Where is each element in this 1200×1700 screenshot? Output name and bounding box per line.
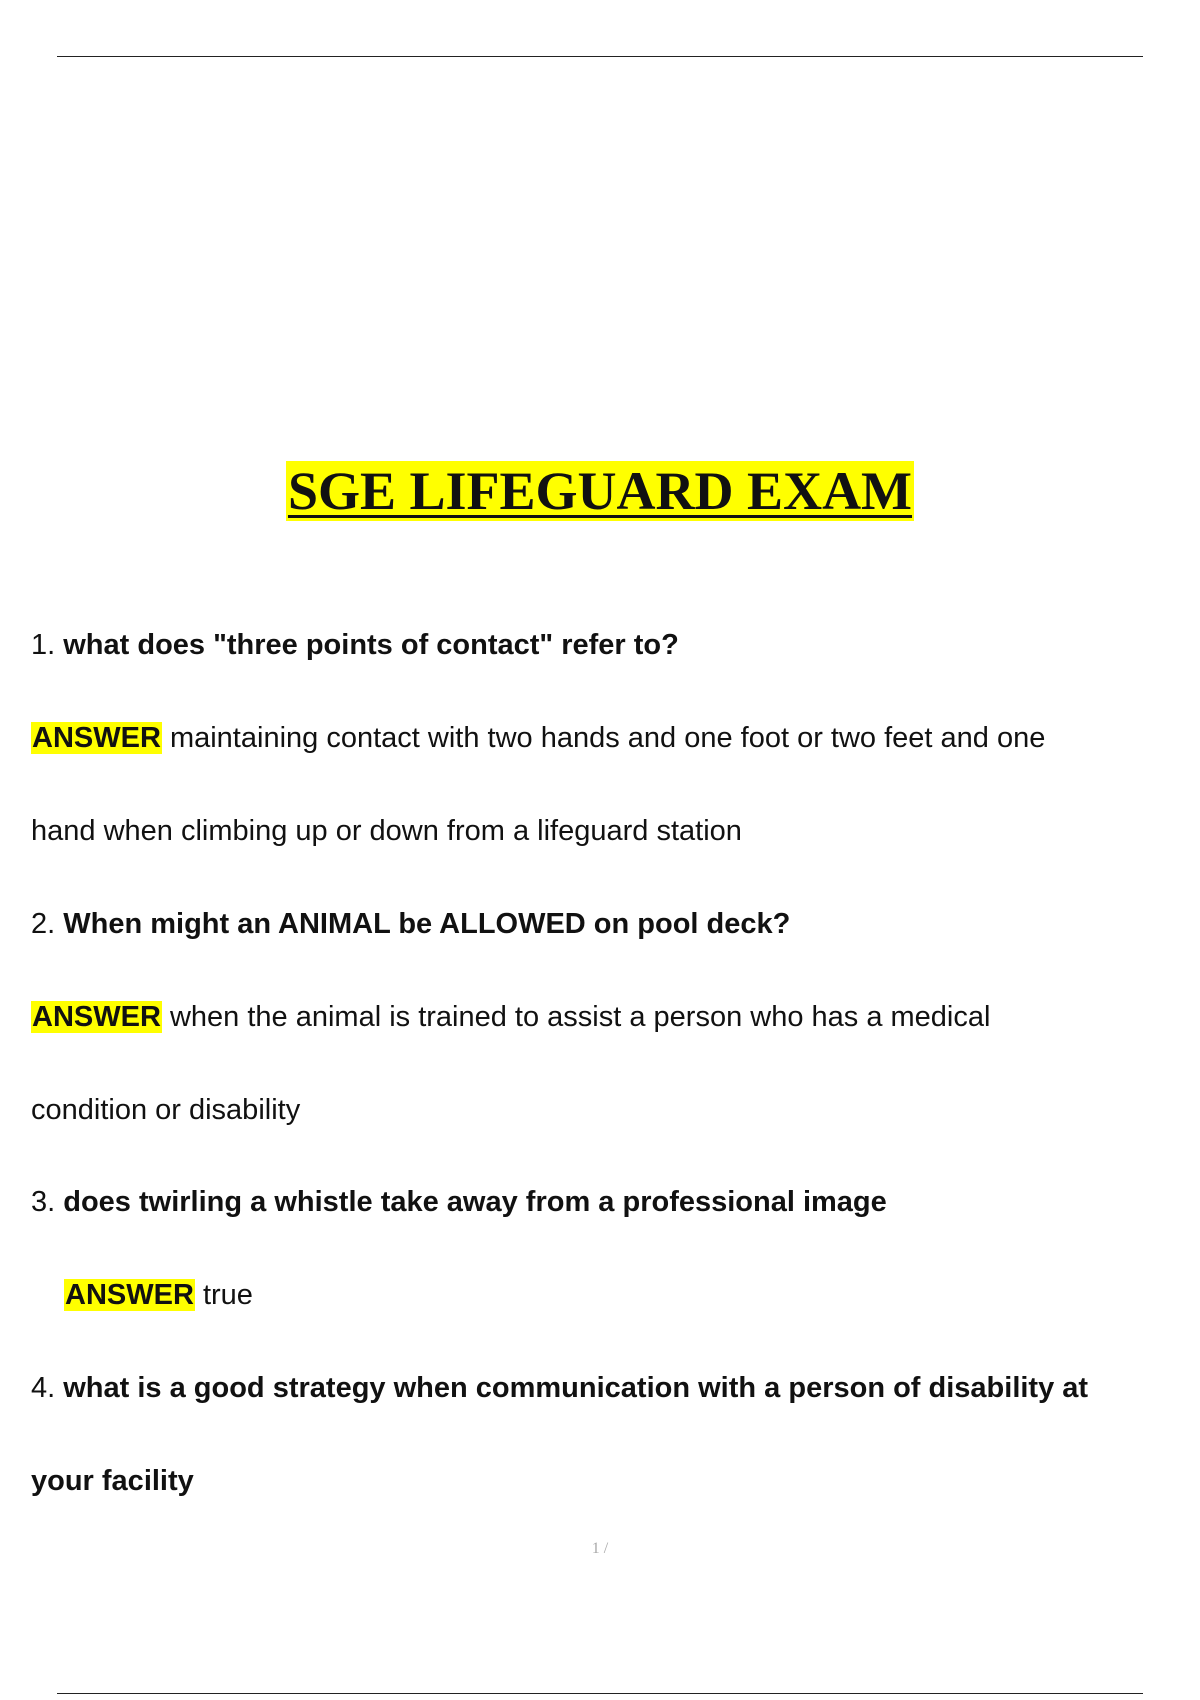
answer-1-continued: [31, 813, 742, 849]
answer-1: [31, 720, 1045, 756]
question-1-text: what does "three points of contact" refer to?: [63, 629, 679, 661]
question-2-text: When might an ANIMAL be ALLOWED on pool deck?: [63, 908, 791, 940]
question-2: [31, 906, 790, 942]
question-4-text-line-2: your facility: [31, 1465, 194, 1497]
answer-3: [64, 1277, 253, 1313]
answer-label: ANSWER: [32, 722, 161, 754]
question-4-number: 4.: [31, 1372, 56, 1404]
document-title-text: SGE LIFEGUARD EXAM: [287, 461, 913, 521]
question-1: [31, 627, 679, 663]
question-4-text-line-1: what is a good strategy when communication with a person of disability at: [63, 1372, 1089, 1404]
answer-2-continued: [31, 1092, 300, 1128]
answer-2-text-line-1: when the animal is trained to assist a person who has a medical: [169, 1001, 991, 1033]
question-3: [31, 1184, 887, 1220]
question-3-number: 3.: [31, 1186, 56, 1218]
answer-1-text-line-1: maintaining contact with two hands and one foot or two feet and one: [169, 722, 1046, 754]
question-1-number: 1.: [31, 629, 56, 661]
question-3-text: does twirling a whistle take away from a professional image: [63, 1186, 887, 1218]
top-rule: [57, 56, 1143, 57]
question-4: [31, 1370, 1088, 1406]
answer-2-text-line-2: condition or disability: [31, 1094, 301, 1126]
document-title: [0, 462, 1200, 520]
answer-2: [31, 999, 990, 1035]
answer-label: ANSWER: [65, 1279, 194, 1311]
answer-label: ANSWER: [32, 1001, 161, 1033]
question-2-number: 2.: [31, 908, 56, 940]
page-number: 1 /: [591, 1540, 609, 1557]
bottom-rule: [57, 1693, 1143, 1694]
answer-3-text: true: [202, 1279, 253, 1311]
answer-1-text-line-2: hand when climbing up or down from a lifeguard station: [31, 815, 742, 847]
question-4-continued: [31, 1463, 194, 1499]
